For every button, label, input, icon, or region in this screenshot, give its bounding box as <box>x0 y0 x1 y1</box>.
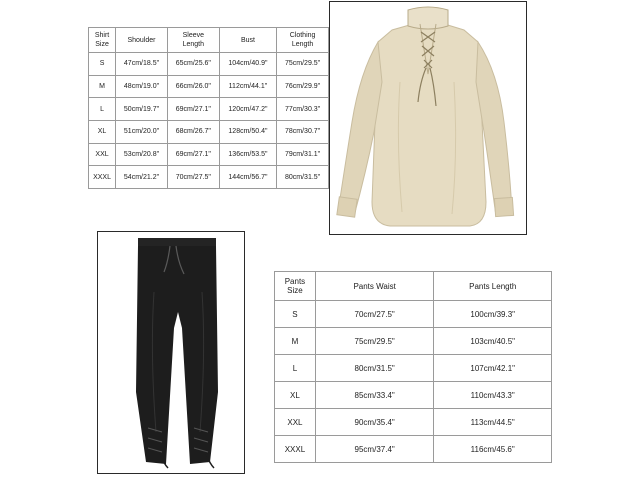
header-cell: Pants Length <box>434 272 552 301</box>
table-row <box>275 301 552 328</box>
table-row <box>275 436 552 463</box>
table-cell: 90cm/35.4" <box>315 409 434 436</box>
table-row <box>275 355 552 382</box>
table-cell: 69cm/27.1" <box>167 143 219 166</box>
table-cell: 53cm/20.8" <box>116 143 168 166</box>
table-cell: 70cm/27.5" <box>167 166 219 189</box>
table-cell: 110cm/43.3" <box>434 382 552 409</box>
table-cell: 79cm/31.1" <box>277 143 329 166</box>
table-cell: 51cm/20.0" <box>116 120 168 143</box>
table-row <box>275 409 552 436</box>
header-cell: Pants Size <box>275 272 316 301</box>
table-cell: 66cm/26.0" <box>167 75 219 98</box>
shirt-product-image <box>329 1 527 235</box>
header-cell: Pants Waist <box>315 272 434 301</box>
table-cell: 128cm/50.4" <box>219 120 276 143</box>
table-cell: S <box>89 53 116 76</box>
table-cell: L <box>275 355 316 382</box>
table-cell: 80cm/31.5" <box>277 166 329 189</box>
table-cell: 65cm/25.6" <box>167 53 219 76</box>
pants-size-table <box>274 271 552 463</box>
table-cell: 116cm/45.6" <box>434 436 552 463</box>
table-cell: 68cm/26.7" <box>167 120 219 143</box>
table-row <box>89 75 329 98</box>
table-row <box>89 53 329 76</box>
table-row <box>89 98 329 121</box>
header-cell: Bust <box>219 28 276 53</box>
table-cell: 76cm/29.9" <box>277 75 329 98</box>
table-cell: 95cm/37.4" <box>315 436 434 463</box>
table-cell: 120cm/47.2" <box>219 98 276 121</box>
table-header-row <box>89 28 329 53</box>
table-cell: XL <box>89 120 116 143</box>
table-cell: XXXL <box>275 436 316 463</box>
table-cell: 50cm/19.7" <box>116 98 168 121</box>
table-cell: XXXL <box>89 166 116 189</box>
table-cell: 48cm/19.0" <box>116 75 168 98</box>
table-cell: 136cm/53.5" <box>219 143 276 166</box>
table-cell: XXL <box>275 409 316 436</box>
table-cell: 80cm/31.5" <box>315 355 434 382</box>
table-cell: 113cm/44.5" <box>434 409 552 436</box>
table-row <box>89 166 329 189</box>
table-cell: 70cm/27.5" <box>315 301 434 328</box>
table-cell: 85cm/33.4" <box>315 382 434 409</box>
header-cell: Shoulder <box>116 28 168 53</box>
pants-product-image <box>97 231 245 474</box>
table-row <box>89 120 329 143</box>
table-cell: M <box>275 328 316 355</box>
table-header-row <box>275 272 552 301</box>
header-cell: Sleeve Length <box>167 28 219 53</box>
table-cell: 69cm/27.1" <box>167 98 219 121</box>
header-cell: Shirt Size <box>89 28 116 53</box>
table-cell: 103cm/40.5" <box>434 328 552 355</box>
table-cell: 144cm/56.7" <box>219 166 276 189</box>
table-row <box>275 328 552 355</box>
table-cell: S <box>275 301 316 328</box>
table-cell: 104cm/40.9" <box>219 53 276 76</box>
table-cell: 112cm/44.1" <box>219 75 276 98</box>
table-cell: 100cm/39.3" <box>434 301 552 328</box>
table-cell: 47cm/18.5" <box>116 53 168 76</box>
shirt-size-table <box>88 27 329 189</box>
header-cell: Clothing Length <box>277 28 329 53</box>
table-cell: XXL <box>89 143 116 166</box>
table-cell: 75cm/29.5" <box>277 53 329 76</box>
table-cell: 78cm/30.7" <box>277 120 329 143</box>
table-cell: 77cm/30.3" <box>277 98 329 121</box>
table-row <box>89 143 329 166</box>
jogger-pants-icon <box>98 232 244 473</box>
table-cell: 54cm/21.2" <box>116 166 168 189</box>
table-cell: 75cm/29.5" <box>315 328 434 355</box>
table-cell: M <box>89 75 116 98</box>
table-cell: XL <box>275 382 316 409</box>
table-cell: L <box>89 98 116 121</box>
table-cell: 107cm/42.1" <box>434 355 552 382</box>
table-row <box>275 382 552 409</box>
lace-up-shirt-icon <box>330 2 526 234</box>
